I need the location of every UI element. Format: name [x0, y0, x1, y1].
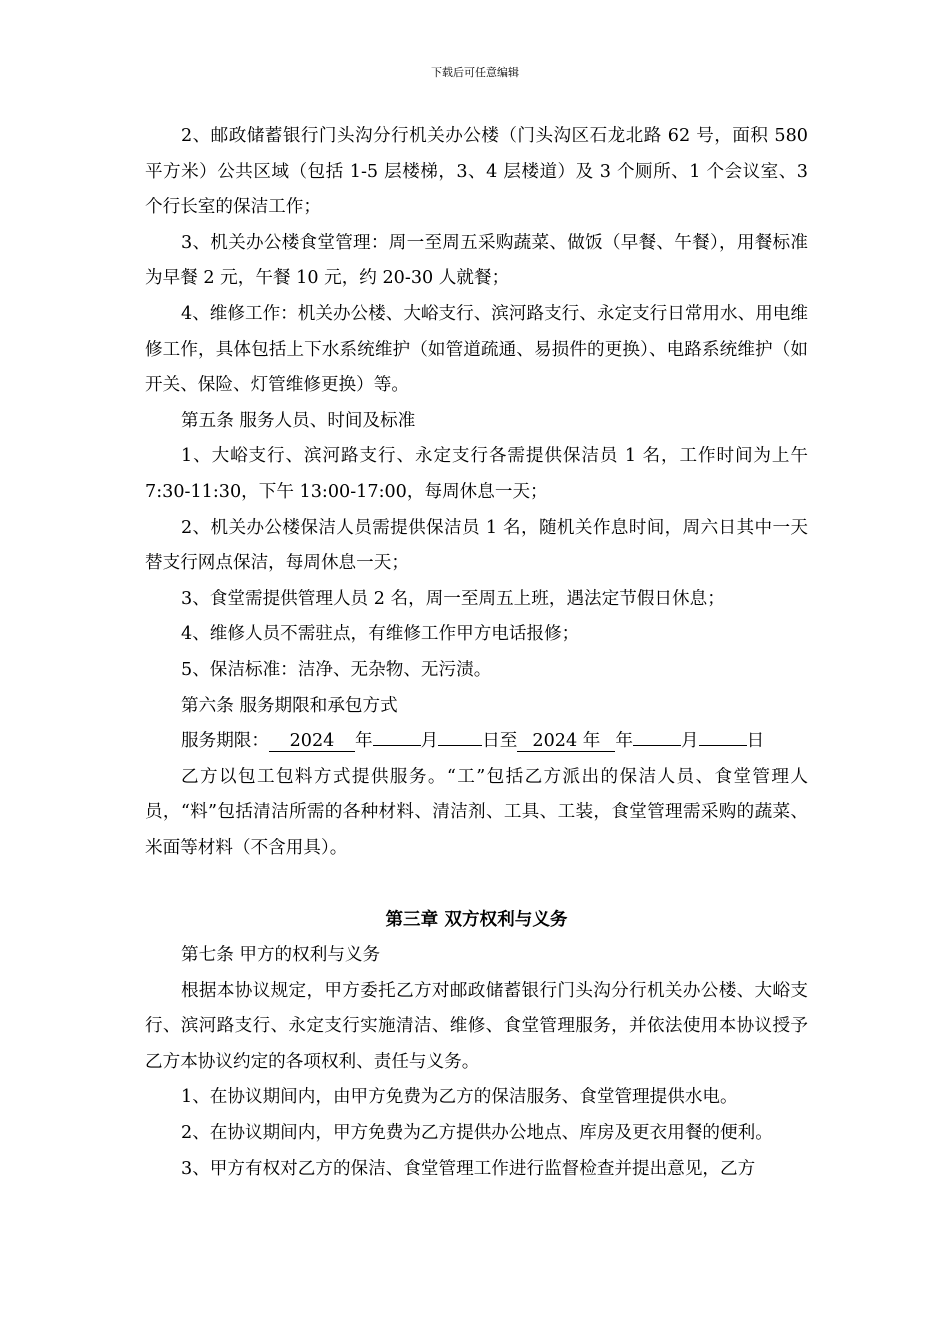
year-label: 年 — [354, 731, 373, 752]
day-to-label: 日至 — [482, 731, 518, 752]
chapter-title: 第三章 双方权利与义务 — [385, 909, 568, 931]
day-label: 日 — [746, 731, 765, 752]
paragraph-item-3: 3、机关办公楼食堂管理：周一至周五采购蔬菜、做饭（早餐、午餐），用餐标准为早餐 2 元，午餐 10 元，约 20-30 人就餐； — [145, 232, 808, 289]
paragraph-contract-mode: 乙方以包工包料方式提供服务。“工”包括乙方派出的保洁人员、食堂管理人员，“料”包括清洁所需的各种材料、清洁剂、工具、工装，食堂管理需采购的蔬菜、米面等材料（不含用具）。 — [145, 766, 808, 858]
start-year-field: 2024 — [269, 731, 355, 752]
document-body — [145, 119, 808, 1187]
paragraph-staff-5: 5、保洁标准：洁净、无杂物、无污渍。 — [181, 659, 492, 680]
paragraph-staff-1: 1、大峪支行、滨河路支行、永定支行各需提供保洁员 1 名，工作时间为上午 7:30-11:30，下午 13:00-17:00，每周休息一天； — [145, 446, 808, 502]
start-month-field — [373, 745, 421, 746]
article-7-heading: 第七条 甲方的权利与义务 — [181, 945, 381, 966]
paragraph-staff-3: 3、食堂需提供管理人员 2 名，周一至周五上班，遇法定节假日休息； — [181, 588, 725, 609]
paragraph-right-1: 1、在协议期间内，由甲方免费为乙方的保洁服务、食堂管理提供水电。 — [181, 1087, 738, 1108]
paragraph-item-2: 2、邮政储蓄银行门头沟分行机关办公楼（门头沟区石龙北路 62 号，面积 580 平方米）公共区域（包括 1-5 层楼梯，3、4 层楼道）及 3 个厕所、1 个会议室、3 个行长室的保洁工作； — [145, 126, 808, 218]
year-label-2: 年 — [615, 731, 634, 752]
article-5-heading: 第五条 服务人员、时间及标准 — [181, 410, 416, 431]
month-label: 月 — [420, 731, 439, 752]
paragraph-staff-2: 2、机关办公楼保洁人员需提供保洁员 1 名，随机关作息时间，周六日其中一天替支行网点保洁，每周休息一天； — [145, 517, 808, 574]
month-label-2: 月 — [681, 731, 699, 752]
start-day-field — [438, 745, 482, 746]
article-6-heading: 第六条 服务期限和承包方式 — [181, 695, 398, 716]
paragraph-right-3: 3、甲方有权对乙方的保洁、食堂管理工作进行监督检查并提出意见，乙方 — [181, 1158, 756, 1179]
paragraph-staff-4: 4、维修人员不需驻点，有维修工作甲方电话报修； — [181, 624, 580, 645]
paragraph-item-4: 4、维修工作：机关办公楼、大峪支行、滨河路支行、永定支行日常用水、用电维修工作，具体包括上下水系统维护（如管道疏通、易损件的更换）、电路系统维护（如开关、保险、灯管维修更换）等。 — [145, 303, 808, 396]
service-period-label: 服务期限： — [181, 731, 269, 752]
end-year-field: 2024 年 — [517, 731, 615, 752]
service-period-line — [145, 724, 808, 760]
paragraph-right-2: 2、在协议期间内，甲方免费为乙方提供办公地点、库房及更衣用餐的便利。 — [181, 1123, 773, 1144]
end-month-field — [633, 745, 681, 746]
end-day-field — [699, 745, 747, 746]
paragraph-entrust: 根据本协议规定，甲方委托乙方对邮政储蓄银行门头沟分行机关办公楼、大峪支行、滨河路支行、永定支行实施清洁、维修、食堂管理服务，并依法使用本协议授予乙方本协议约定的各项权利、责任与义务。 — [145, 980, 808, 1072]
page-header-note: 下载后可任意编辑 — [431, 66, 519, 79]
